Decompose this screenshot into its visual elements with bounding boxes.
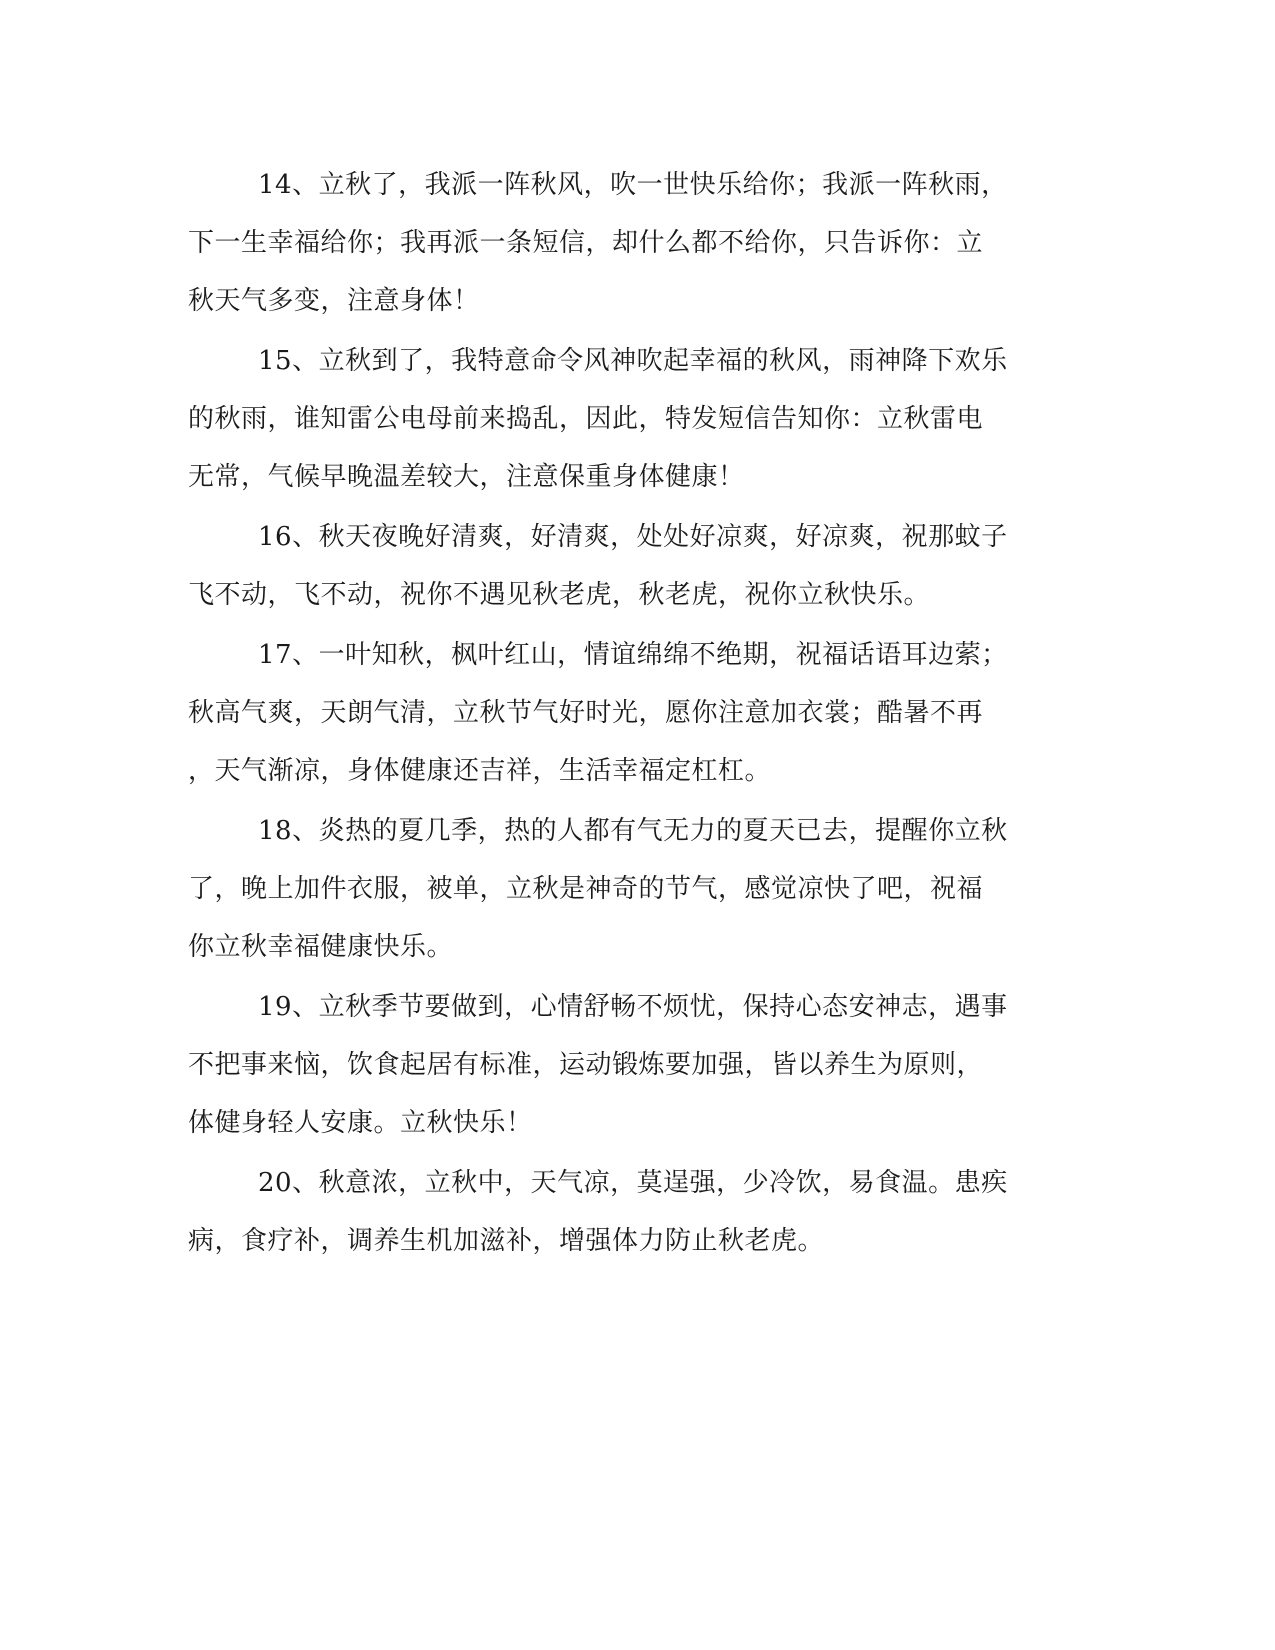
paragraph-line: 下一生幸福给你；我再派一条短信，却什么都不给你，只告诉你：立 <box>188 228 984 258</box>
paragraph-line: 16、秋天夜晚好清爽，好清爽，处处好凉爽，好凉爽，祝那蚊子 <box>258 522 1008 552</box>
paragraph-line: 不把事来恼，饮食起居有标准，运动锻炼要加强，皆以养生为原则， <box>188 1050 984 1080</box>
paragraph-line: 秋高气爽，天朗气清，立秋节气好时光，愿你注意加衣裳；酷暑不再 <box>188 698 984 728</box>
paragraph-line: 的秋雨，谁知雷公电母前来捣乱，因此，特发短信告知你：立秋雷电 <box>188 404 984 434</box>
paragraph-line: 病，食疗补，调养生机加滋补，增强体力防止秋老虎。 <box>188 1226 825 1256</box>
paragraph-line: ，天气渐凉，身体健康还吉祥，生活幸福定杠杠。 <box>188 756 772 786</box>
paragraph-line: 20、秋意浓，立秋中，天气凉，莫逞强，少冷饮，易食温。患疾 <box>258 1168 1008 1198</box>
paragraph-line: 飞不动，飞不动，祝你不遇见秋老虎，秋老虎，祝你立秋快乐。 <box>188 580 931 610</box>
paragraph-line: 秋天气多变，注意身体！ <box>188 286 480 316</box>
paragraph-line: 你立秋幸福健康快乐。 <box>188 932 454 962</box>
paragraph-line: 了，晚上加件衣服，被单，立秋是神奇的节气，感觉凉快了吧，祝福 <box>188 874 984 904</box>
paragraph-line: 无常，气候早晚温差较大，注意保重身体健康！ <box>188 462 745 492</box>
paragraph-line: 19、立秋季节要做到，心情舒畅不烦忧，保持心态安神志，遇事 <box>258 992 1008 1022</box>
paragraph-line: 体健身轻人安康。立秋快乐！ <box>188 1108 533 1138</box>
paragraph-line: 17、一叶知秋，枫叶红山，情谊绵绵不绝期，祝福话语耳边萦； <box>258 640 1008 670</box>
paragraph-line: 18、炎热的夏几季，热的人都有气无力的夏天已去，提醒你立秋 <box>258 816 1008 846</box>
paragraph-line: 14、立秋了，我派一阵秋风，吹一世快乐给你；我派一阵秋雨， <box>258 170 1008 200</box>
paragraph-line: 15、立秋到了，我特意命令风神吹起幸福的秋风，雨神降下欢乐 <box>258 346 1008 376</box>
